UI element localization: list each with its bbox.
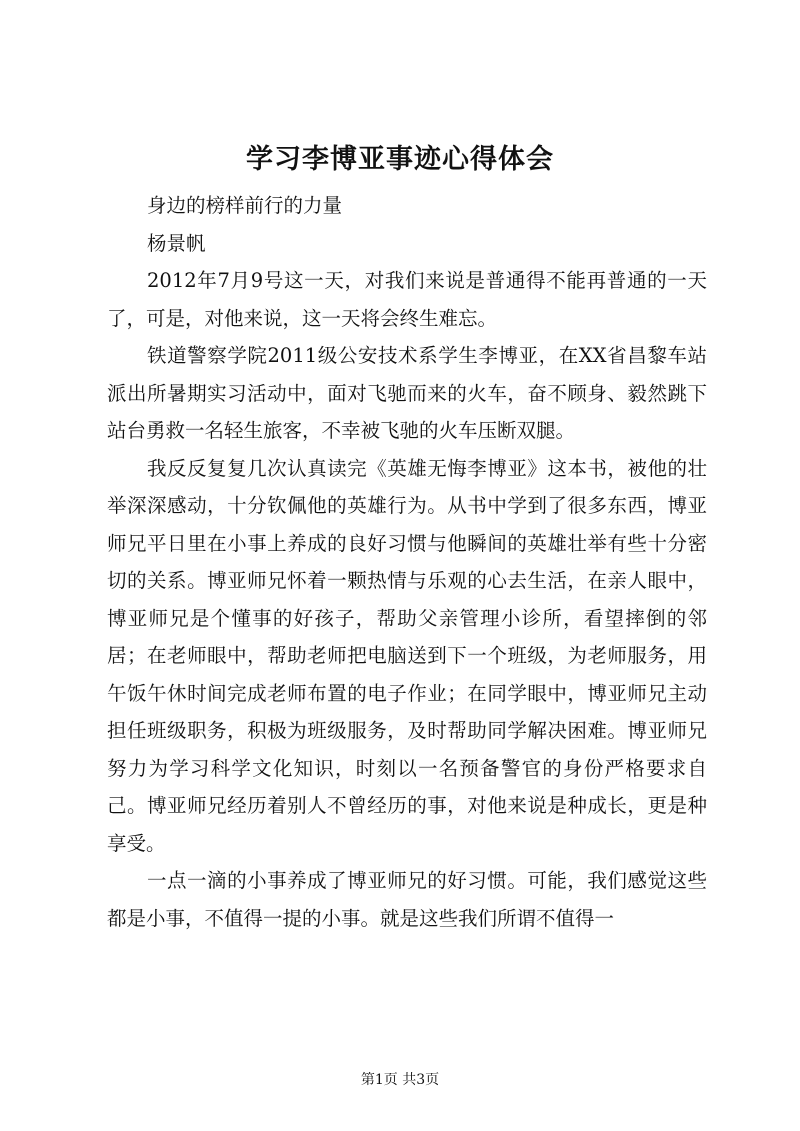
body-paragraph: 2012年7月9号这一天，对我们来说是普通得不能再普通的一天了，可是，对他来说，这一天将会终生难忘。	[107, 269, 707, 330]
body-paragraph: 我反反复复几次认真读完《英雄无悔李博亚》这本书，被他的壮举深深感动，十分钦佩他的英雄行为。从书中学到了很多东西，博亚师兄平日里在小事上养成的良好习惯与他瞬间的英雄壮举有些十分密切的关系。博亚师兄怀着一颗热情与乐观的心去生活，在亲人眼中，博亚师兄是个懂事的好孩子，帮助父亲管理小诊所，看望摔倒的邻居；在老师眼中，帮助老师把电脑送到下一个班级，为老师服务，用午饭午休时间完成老师布置的电子作业；在同学眼中，博亚师兄主动担任班级职务，积极为班级服务，及时帮助同学解决困难。博亚师兄努力为学习科学文化知识，时刻以一名预备警官的身份严格要求自己。博亚师兄经历着别人不曾经历的事，对他来说是种成长，更是种享受。	[107, 456, 707, 855]
page-number-footer: 第1页 共3页	[360, 1072, 440, 1088]
subtitle-paragraph: 身边的榜样前行的力量	[147, 194, 343, 217]
author-paragraph: 杨景帆	[147, 231, 206, 255]
document-title: 学习李博亚事迹心得体会	[246, 144, 554, 175]
body-paragraph: 铁道警察学院2011级公安技术系学生李博亚，在XX省昌黎车站派出所暑期实习活动中，面对飞驰而来的火车，奋不顾身、毅然跳下站台勇救一名轻生旅客，不幸被飞驰的火车压断双腿。	[107, 344, 707, 442]
document-body	[107, 187, 707, 937]
body-paragraph: 一点一滴的小事养成了博亚师兄的好习惯。可能，我们感觉这些都是小事，不值得一提的小事。就是这些我们所谓不值得一	[107, 869, 707, 930]
